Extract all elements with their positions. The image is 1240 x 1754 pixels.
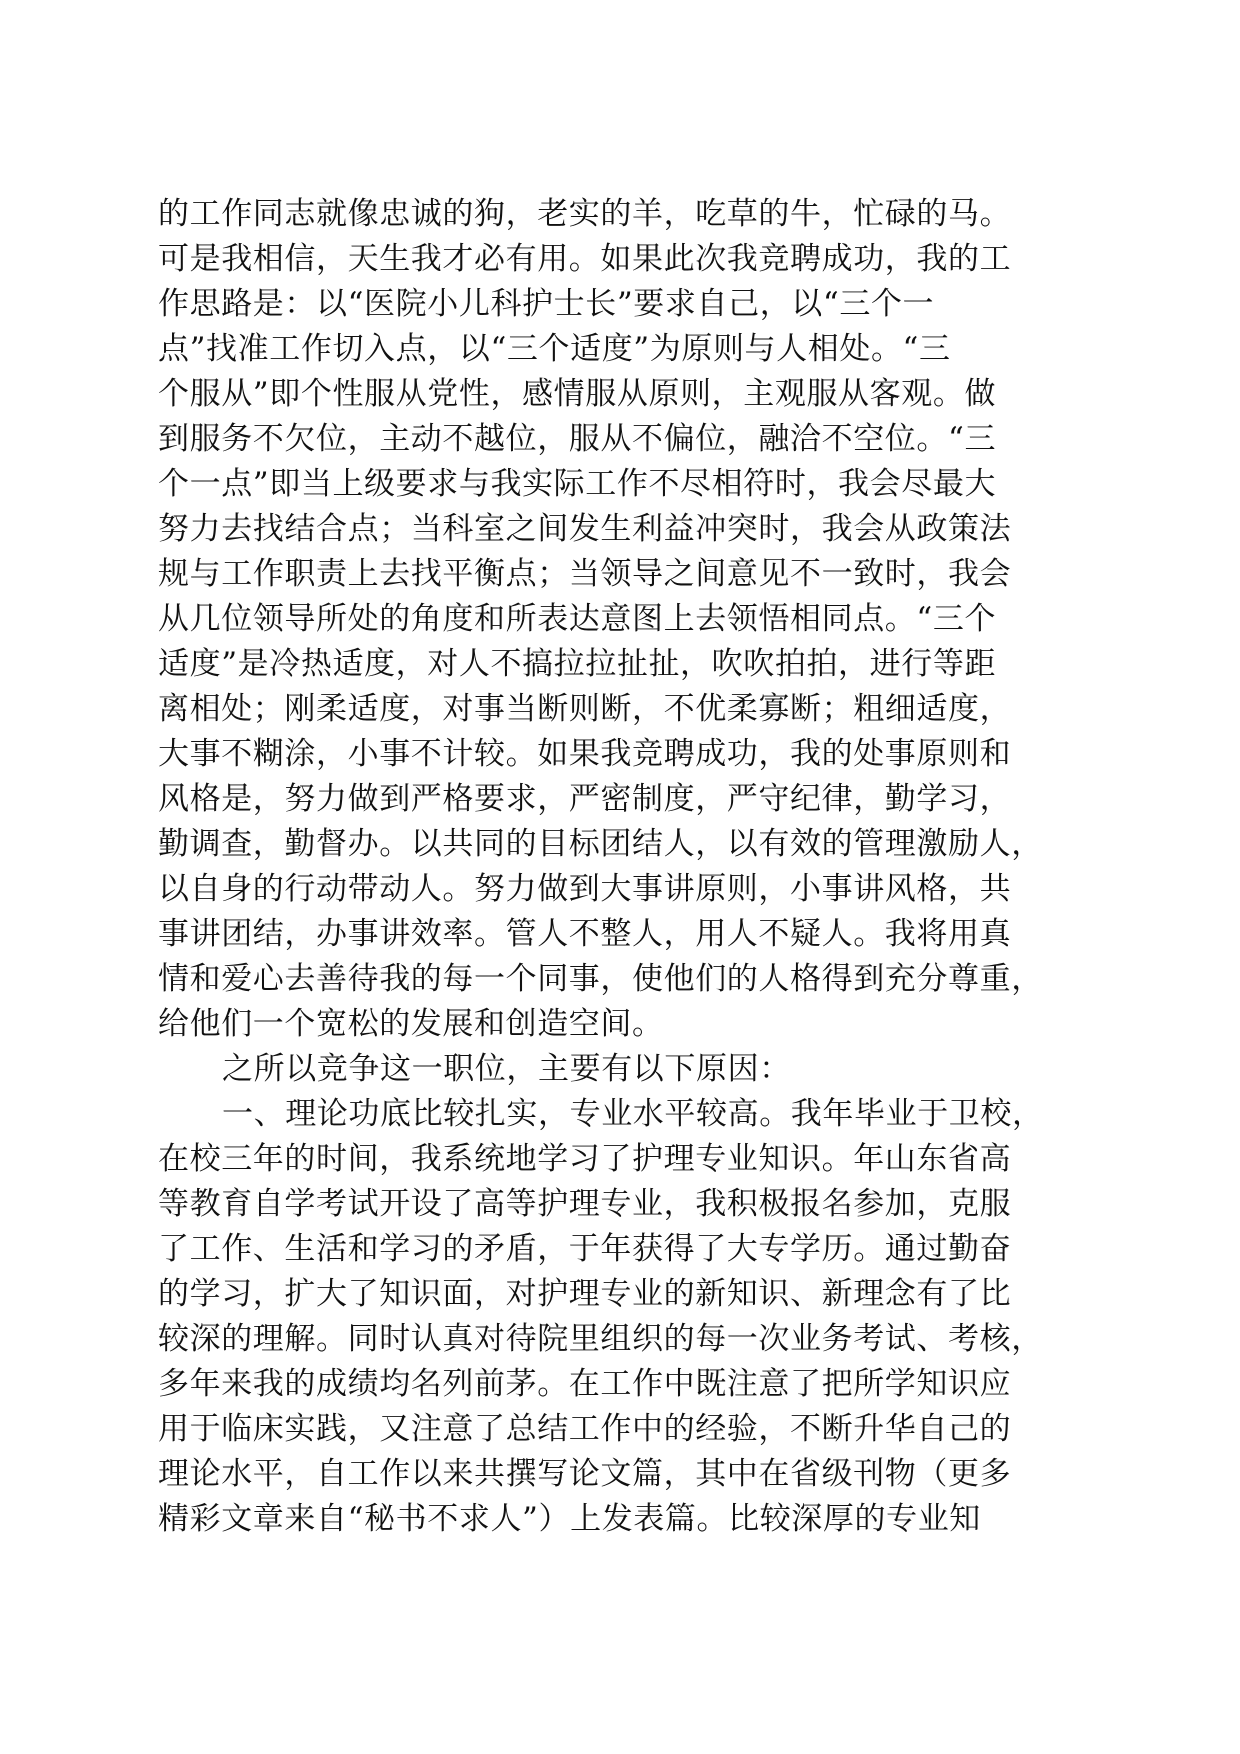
text-line: 适度”是冷热适度，对人不搞拉拉扯扯，吹吹拍拍，进行等距 [158, 646, 997, 682]
text-line: 理论水平，自工作以来共撰写论文篇，其中在省级刊物（更多 [158, 1456, 1012, 1492]
text-line: 较深的理解。同时认真对待院里组织的每一次业务考试、考核， [158, 1321, 1043, 1357]
text-line: 用于临床实践，又注意了总结工作中的经验，不断升华自己的 [158, 1411, 1012, 1447]
text-line: 点”找准工作切入点，以“三个适度”为原则与人相处。“三 [158, 331, 951, 367]
text-line: 规与工作职责上去找平衡点；当领导之间意见不一致时，我会 [158, 556, 1012, 592]
text-line: 了工作、生活和学习的矛盾，于年获得了大专学历。通过勤奋 [158, 1231, 1012, 1267]
text-line: 作思路是：以“医院小儿科护士长”要求自己，以“三个一 [158, 286, 935, 322]
text-line: 到服务不欠位，主动不越位，服从不偏位，融洽不空位。“三 [158, 421, 997, 457]
text-line: 给他们一个宽松的发展和创造空间。 [158, 1006, 664, 1042]
paragraph-start-line: 一、理论功底比较扎实，专业水平较高。我年毕业于卫校， [222, 1096, 1044, 1132]
text-line: 大事不糊涂，小事不计较。如果我竞聘成功，我的处事原则和 [158, 736, 1012, 772]
text-line: 的工作同志就像忠诚的狗，老实的羊，吃草的牛，忙碌的马。 [158, 196, 1012, 232]
text-line: 的学习，扩大了知识面，对护理专业的新知识、新理念有了比 [158, 1276, 1012, 1312]
text-line: 在校三年的时间，我系统地学习了护理专业知识。年山东省高 [158, 1141, 1012, 1177]
text-line: 以自身的行动带动人。努力做到大事讲原则，小事讲风格，共 [158, 871, 1012, 907]
text-line: 勤调查，勤督办。以共同的目标团结人，以有效的管理激励人， [158, 826, 1043, 862]
text-line: 个服从”即个性服从党性，感情服从原则，主观服从客观。做 [158, 376, 997, 412]
text-line: 等教育自学考试开设了高等护理专业，我积极报名参加，克服 [158, 1186, 1012, 1222]
text-line: 从几位领导所处的角度和所表达意图上去领悟相同点。“三个 [158, 601, 997, 637]
text-line: 精彩文章来自“秘书不求人”）上发表篇。比较深厚的专业知 [158, 1501, 981, 1537]
text-line: 个一点”即当上级要求与我实际工作不尽相符时，我会尽最大 [158, 466, 997, 502]
text-line: 风格是，努力做到严格要求，严密制度，严守纪律，勤学习， [158, 781, 1012, 817]
text-line: 情和爱心去善待我的每一个同事，使他们的人格得到充分尊重， [158, 961, 1043, 997]
text-line: 事讲团结，办事讲效率。管人不整人，用人不疑人。我将用真 [158, 916, 1012, 952]
paragraph-start-line: 之所以竞争这一职位，主要有以下原因： [222, 1051, 791, 1087]
text-line: 可是我相信，天生我才必有用。如果此次我竞聘成功，我的工 [158, 241, 1012, 277]
text-line: 多年来我的成绩均名列前茅。在工作中既注意了把所学知识应 [158, 1366, 1012, 1402]
body-text [158, 192, 1088, 1542]
text-line: 离相处；刚柔适度，对事当断则断，不优柔寡断；粗细适度， [158, 691, 1012, 727]
text-line: 努力去找结合点；当科室之间发生利益冲突时，我会从政策法 [158, 511, 1012, 547]
